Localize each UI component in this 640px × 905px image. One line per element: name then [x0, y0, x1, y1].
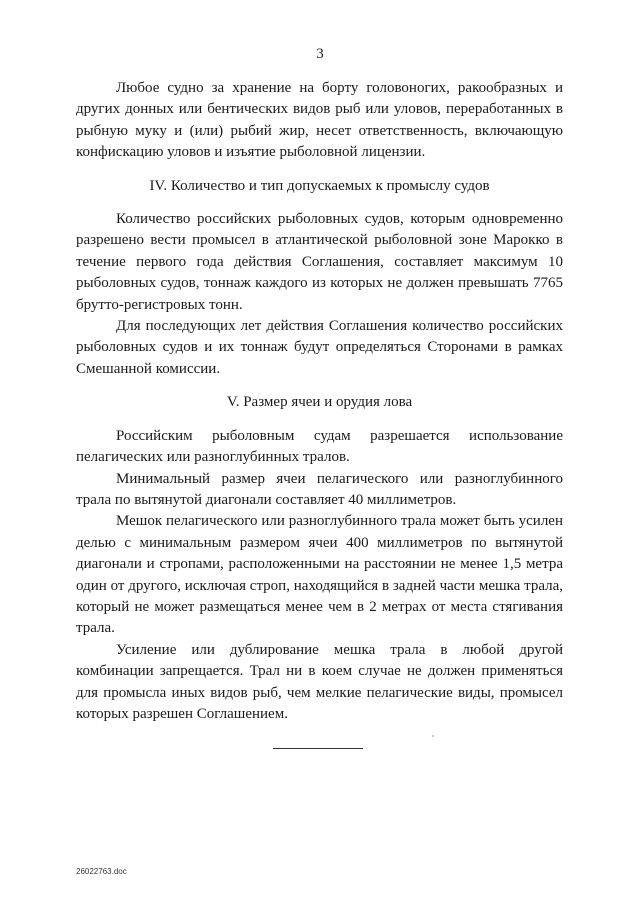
footer-doc-id: 26022763.doc — [76, 867, 127, 876]
paragraph-trawl-allowed: Российским рыболовным судам разрешается использование пелагических или разноглубинных тралов. — [76, 427, 563, 466]
paragraph-mesh-size: Минимальный размер ячеи пелагического или разноглубинного трала по вытянутой диагонали составляет 40 миллиметров. — [76, 470, 563, 508]
page-number: 3 — [316, 46, 324, 62]
paragraph-prohibition: Усиление или дублирование мешка трала в любой другой комбинации запрещается. Трал ни в коем случае не должен применяться для промысла иных видов рыб, чем мелкие пелагические виды, промысел которых разрешен Соглашением. — [76, 641, 563, 722]
paragraph-subsequent-years: Для последующих лет действия Соглашения количество российских рыболовных судов и их тоннаж будут определяться Сторонами в рамках Смешанной комиссии. — [76, 318, 563, 377]
scan-dot — [432, 735, 434, 737]
paragraph-codend-reinforcement: Мешок пелагического или разноглубинного трала может быть усилен делью с минимальным размером ячеи 400 миллиметров по вытянутой диагонали и стропами, расположенными на расстоянии не менее 1,5 метра один от другого, исключая строп, находящийся в задней части мешка трала, который не может размещаться менее чем в 2 метрах от места стягивания трала. — [76, 513, 563, 637]
section-heading-v: V. Размер ячеи и орудия лова — [226, 394, 413, 411]
section-heading-iv: IV. Количество и тип допускаемых к промыслу судов — [149, 177, 490, 194]
document-body — [76, 78, 563, 725]
end-separator-line — [273, 748, 363, 749]
paragraph-vessel-liability: Любое судно за хранение на борту головоногих, ракообразных и других донных или бентических видов рыб или уловов, переработанных в рыбную муку и (или) рыбий жир, несет ответственность, включающую конфискацию уловов и изъятие рыболовной лицензии. — [76, 80, 563, 161]
paragraph-vessel-count: Количество российских рыболовных судов, которым одновременно разрешено вести промысел в атлантической рыболовной зоне Марокко в течение первого года действия Соглашения, составляет максимум 10 рыболовных судов, тоннаж каждого из которых не должен превышать 7765 брутто-регистровых тонн. — [76, 211, 563, 313]
